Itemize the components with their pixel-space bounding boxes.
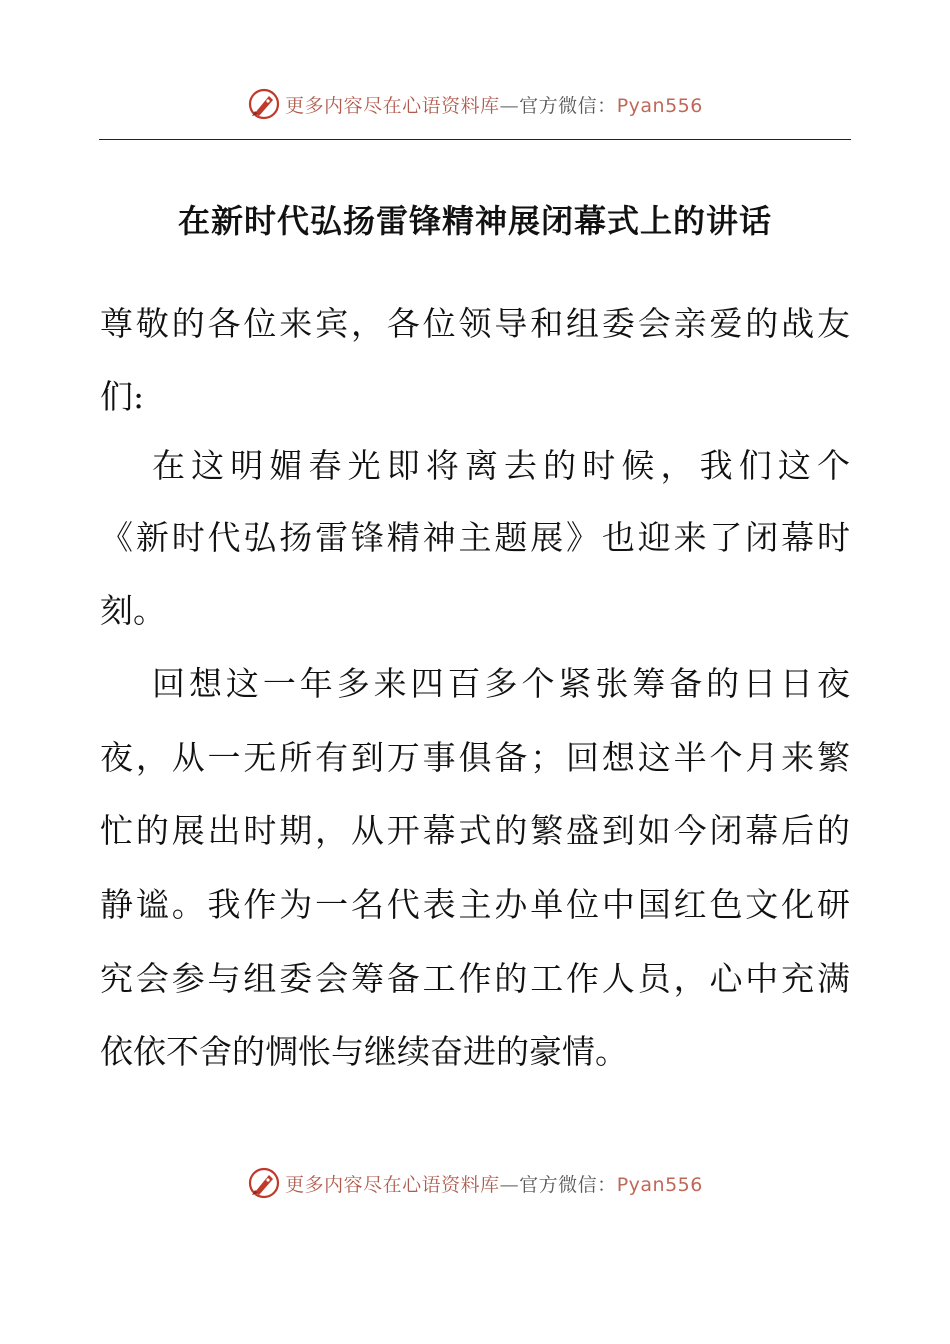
text-line: 尊敬的各位来宾，各位领导和组委会亲爱的战友: [100, 304, 850, 343]
text-line: 《新时代弘扬雷锋精神主题展》也迎来了闭幕时: [100, 518, 850, 557]
text-line: 忙的展出时期，从开幕式的繁盛到如今闭幕后的: [100, 811, 850, 850]
document-title: 在新时代弘扬雷锋精神展闭幕式上的讲话: [177, 202, 772, 240]
footer-banner: [0, 1163, 950, 1203]
text-line: 刻。: [100, 591, 166, 630]
pen-nib-logo-icon: [247, 1166, 281, 1200]
header-banner-text: 更多内容尽在心语资料库—官方微信：Pyan556: [285, 94, 703, 117]
pen-nib-logo-icon: [247, 87, 281, 121]
text-line: 回想这一年多来四百多个紧张筹备的日日夜: [152, 664, 850, 703]
header-divider: [99, 139, 851, 140]
text-line: 静谧。我作为一名代表主办单位中国红色文化研: [100, 885, 850, 924]
text-line: 夜，从一无所有到万事俱备；回想这半个月来繁: [100, 738, 850, 777]
footer-banner-text: 更多内容尽在心语资料库—官方微信：Pyan556: [285, 1173, 703, 1196]
text-line: 究会参与组委会筹备工作的工作人员，心中充满: [100, 959, 850, 998]
text-line: 在这明媚春光即将离去的时候，我们这个: [152, 446, 850, 485]
text-line: 们:: [100, 377, 145, 416]
text-line: 依依不舍的惆怅与继续奋进的豪情。: [100, 1032, 628, 1071]
header-banner: [0, 84, 950, 124]
